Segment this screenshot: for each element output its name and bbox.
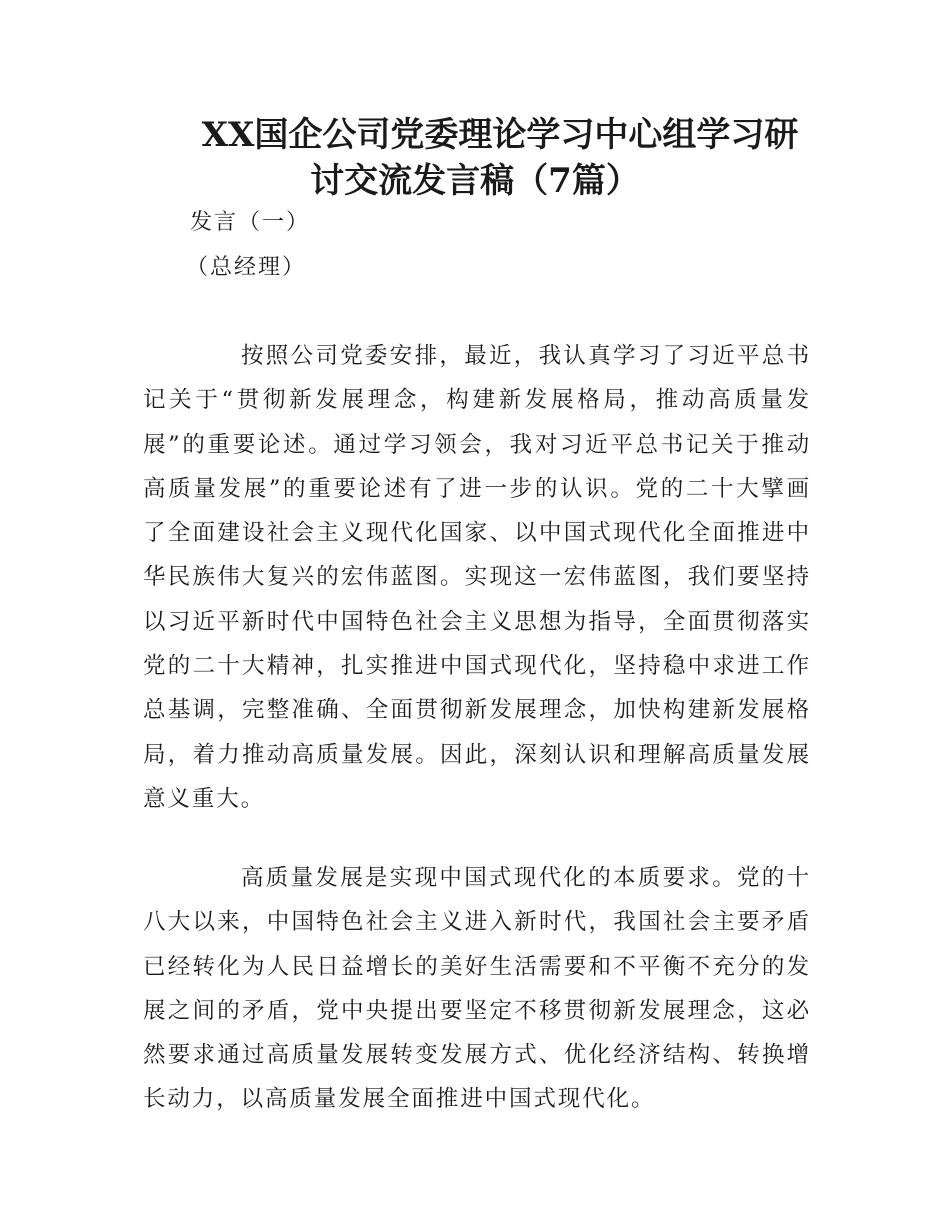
body-paragraph-1: 按照公司党委安排，最近，我认真学习了习近平总书记关于“贯彻新发展理念，构建新发展格局，推动高质量发展”的重要论述。通过学习领会，我对习近平总书记关于推动高质量发展”的重要论述有了进一步的认识。党的二十大擘画了全面建设社会主义现代化国家、以中国式现代化全面推进中华民族伟大复兴的宏伟蓝图。实现这一宏伟蓝图，我们要坚持以习近平新时代中国特色社会主义思想为指导，全面贯彻落实党的二十大精神，扎实推进中国式现代化，坚持稳中求进工作总基调，完整准确、全面贯彻新发展理念，加快构建新发展格局，着力推动高质量发展。因此，深刻认识和理解高质量发展意义重大。 [143, 343, 811, 812]
body-paragraph-2: 高质量发展是实现中国式现代化的本质要求。党的十八大以来，中国特色社会主义进入新时代，我国社会主要矛盾已经转化为人民日益增长的美好生活需要和不平衡不充分的发展之间的矛盾，党中央提出要坚定不移贯彻新发展理念，这必然要求通过高质量发展转变发展方式、优化经济结构、转换增长动力，以高质量发展全面推进中国式现代化。 [143, 865, 811, 1113]
title-line-2: 讨交流发言稿（7篇） [310, 161, 640, 201]
speech-label: 发言（一） [190, 210, 311, 235]
document-title [0, 112, 950, 204]
title-line-1: XX国企公司党委理论学习中心组学习研 [201, 115, 799, 155]
speaker-role: （总经理） [186, 255, 307, 280]
